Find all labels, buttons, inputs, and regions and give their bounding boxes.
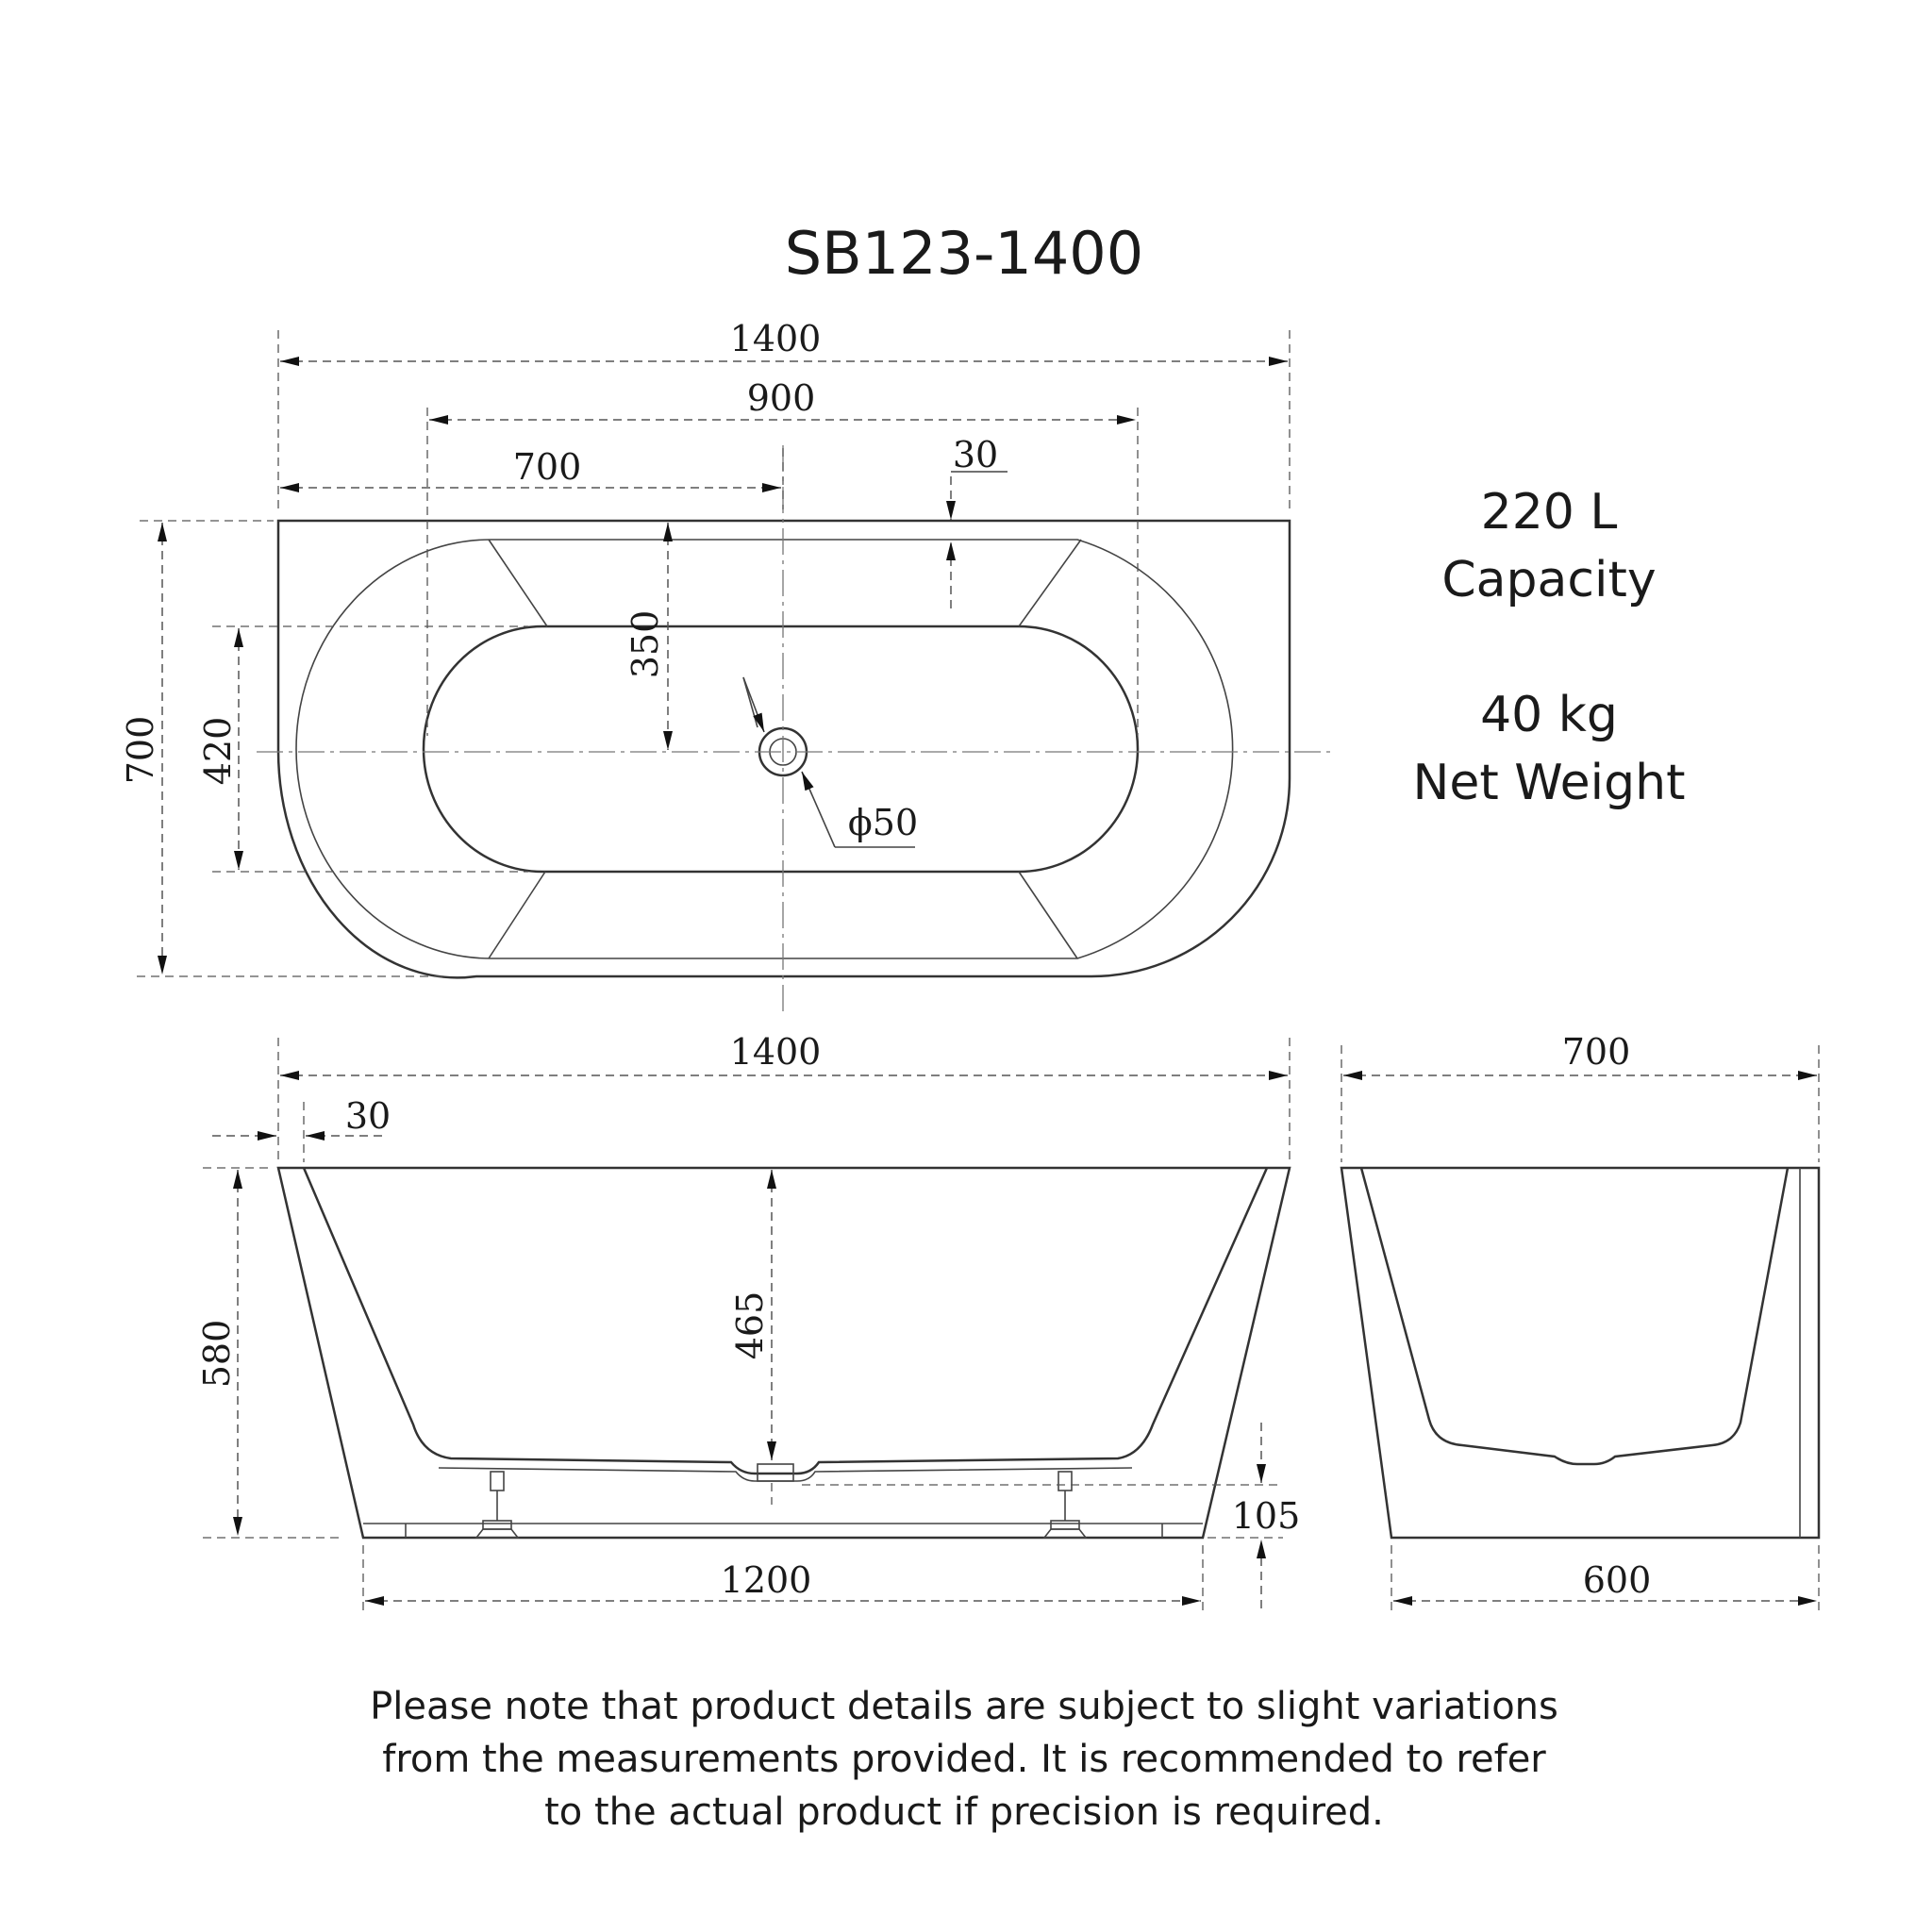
dim-drain-arrow-lower — [802, 772, 835, 847]
top-view — [120, 318, 1332, 1014]
dim-drain-arrow-upper — [743, 677, 764, 732]
dim-drain-diameter: ϕ50 — [847, 802, 919, 843]
end-view-outer-outline — [1341, 1168, 1819, 1538]
note-line-2: from the measurements provided. It is recommended to refer — [382, 1738, 1546, 1781]
dim-side-length: 1400 — [729, 1031, 822, 1073]
side-view-outer-outline — [278, 1168, 1290, 1538]
disclaimer-note — [370, 1685, 1558, 1834]
dim-drain-offset: 700 — [512, 446, 582, 488]
end-view — [1341, 1031, 1819, 1613]
drawing-title: SB123-1400 — [784, 219, 1144, 288]
top-view-basin-floor — [424, 626, 1138, 872]
dim-foot-height: 105 — [1231, 1495, 1301, 1537]
slope-line — [489, 872, 545, 958]
slope-line — [1019, 872, 1077, 958]
dim-drain-depth: 350 — [625, 609, 666, 679]
dim-inner-length: 900 — [746, 377, 816, 419]
capacity-label: Capacity — [1441, 552, 1657, 608]
dim-overall-height: 580 — [196, 1319, 238, 1389]
dim-wall-thickness: 30 — [344, 1095, 391, 1137]
support-foot-left — [476, 1472, 518, 1538]
dim-end-top-width: 700 — [1561, 1031, 1631, 1073]
dim-end-base-width: 600 — [1582, 1559, 1652, 1601]
side-view-inner-basin — [304, 1168, 1267, 1474]
note-line-1: Please note that product details are subject to slight variations — [370, 1685, 1558, 1728]
capacity-value: 220 L — [1480, 484, 1618, 541]
end-view-inner-basin — [1361, 1168, 1788, 1464]
dim-inner-width: 420 — [197, 716, 239, 786]
top-view-rim-edge — [296, 540, 1233, 958]
support-foot-right — [1044, 1472, 1086, 1538]
dim-overall-width: 700 — [120, 715, 161, 785]
slope-line — [489, 540, 547, 626]
dim-inner-depth: 465 — [729, 1291, 771, 1360]
dim-rim-width: 30 — [952, 434, 999, 475]
note-line-3: to the actual product if precision is required. — [544, 1790, 1384, 1834]
weight-value: 40 kg — [1480, 687, 1618, 743]
weight-label: Net Weight — [1412, 755, 1686, 811]
dim-overall-length: 1400 — [729, 318, 822, 359]
spec-block — [1413, 484, 1686, 811]
slope-line — [1019, 540, 1081, 626]
dim-base-length: 1200 — [720, 1559, 812, 1601]
side-view — [196, 1031, 1300, 1613]
